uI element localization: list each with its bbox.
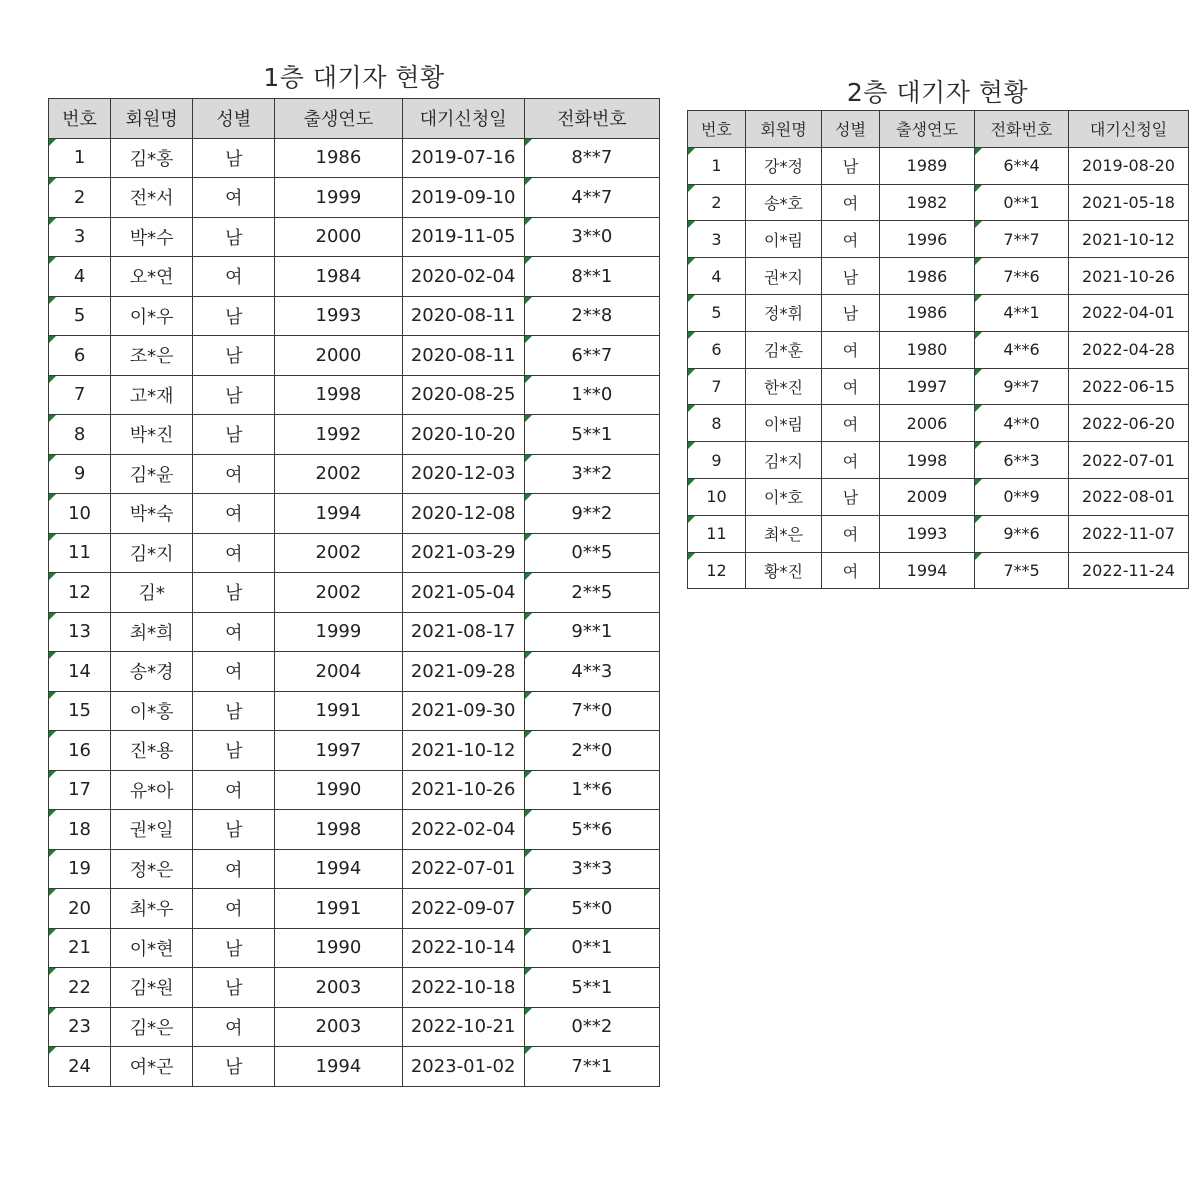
table-row bbox=[688, 478, 1189, 515]
table-row bbox=[49, 454, 660, 494]
table-cell[interactable]: 7**7 bbox=[975, 221, 1069, 258]
table-cell[interactable]: 6 bbox=[49, 336, 111, 376]
table-cell[interactable]: 5**0 bbox=[524, 889, 659, 929]
table-cell[interactable]: 2022-06-15 bbox=[1069, 368, 1189, 405]
table-cell[interactable]: 2004 bbox=[275, 652, 402, 692]
table-cell[interactable]: 2022-07-01 bbox=[1069, 442, 1189, 479]
table-cell[interactable]: 1 bbox=[49, 138, 111, 178]
table-cell[interactable]: 1980 bbox=[880, 331, 975, 368]
table-cell[interactable]: 김*지 bbox=[111, 533, 193, 573]
table-cell[interactable]: 남 bbox=[193, 336, 275, 376]
table-cell[interactable]: 남 bbox=[193, 415, 275, 455]
table-cell[interactable]: 이*현 bbox=[111, 928, 193, 968]
table-cell[interactable]: 2**0 bbox=[524, 731, 659, 771]
table-cell[interactable]: 여 bbox=[193, 652, 275, 692]
table-cell[interactable]: 17 bbox=[49, 770, 111, 810]
table-cell[interactable]: 6 bbox=[688, 331, 746, 368]
table-cell[interactable]: 최*은 bbox=[746, 515, 822, 552]
table-cell[interactable]: 여 bbox=[193, 178, 275, 218]
table-cell[interactable]: 김*원 bbox=[111, 968, 193, 1008]
table-cell[interactable]: 1984 bbox=[275, 257, 402, 297]
table-cell[interactable]: 2000 bbox=[275, 336, 402, 376]
column-header[interactable]: 회원명 bbox=[111, 99, 193, 139]
table-row bbox=[49, 296, 660, 336]
table-cell[interactable]: 11 bbox=[688, 515, 746, 552]
table-row bbox=[49, 1047, 660, 1087]
table-cell[interactable]: 2002 bbox=[275, 533, 402, 573]
table-cell[interactable]: 9**6 bbox=[975, 515, 1069, 552]
table-cell[interactable]: 4 bbox=[49, 257, 111, 297]
table-cell[interactable]: 최*희 bbox=[111, 612, 193, 652]
table-cell[interactable]: 2002 bbox=[275, 573, 402, 613]
table-cell[interactable]: 2021-05-18 bbox=[1069, 184, 1189, 221]
table-cell[interactable]: 2 bbox=[49, 178, 111, 218]
table-cell[interactable]: 김*지 bbox=[746, 442, 822, 479]
table-cell[interactable]: 11 bbox=[49, 533, 111, 573]
table-cell[interactable]: 김*은 bbox=[111, 1007, 193, 1047]
table-cell[interactable]: 4**1 bbox=[975, 294, 1069, 331]
table-cell[interactable]: 4 bbox=[688, 258, 746, 295]
table-cell[interactable]: 남 bbox=[193, 138, 275, 178]
table-cell[interactable]: 최*우 bbox=[111, 889, 193, 929]
table-cell[interactable]: 7 bbox=[688, 368, 746, 405]
table-cell[interactable]: 2019-08-20 bbox=[1069, 147, 1189, 184]
table-cell[interactable]: 전*서 bbox=[111, 178, 193, 218]
table-cell[interactable]: 여 bbox=[822, 221, 880, 258]
table-cell[interactable]: 2003 bbox=[275, 1007, 402, 1047]
table-cell[interactable]: 이*림 bbox=[746, 221, 822, 258]
table-row bbox=[688, 258, 1189, 295]
table-cell[interactable]: 2022-10-21 bbox=[402, 1007, 524, 1047]
table-cell[interactable]: 남 bbox=[193, 296, 275, 336]
table-cell[interactable]: 여 bbox=[822, 331, 880, 368]
table-cell[interactable]: 2020-10-20 bbox=[402, 415, 524, 455]
table-cell[interactable]: 12 bbox=[49, 573, 111, 613]
table-cell[interactable]: 1997 bbox=[275, 731, 402, 771]
table-cell[interactable]: 19 bbox=[49, 849, 111, 889]
table-cell[interactable]: 8 bbox=[49, 415, 111, 455]
table-cell[interactable]: 2 bbox=[688, 184, 746, 221]
table-cell[interactable]: 2021-08-17 bbox=[402, 612, 524, 652]
table-cell[interactable]: 1991 bbox=[275, 691, 402, 731]
table-cell[interactable]: 여 bbox=[193, 612, 275, 652]
table-cell[interactable]: 9**1 bbox=[524, 612, 659, 652]
table-cell[interactable]: 0**2 bbox=[524, 1007, 659, 1047]
table-cell[interactable]: 9 bbox=[688, 442, 746, 479]
table-cell[interactable]: 2020-12-03 bbox=[402, 454, 524, 494]
table-row bbox=[49, 533, 660, 573]
table-cell[interactable]: 1990 bbox=[275, 770, 402, 810]
table-cell[interactable]: 2022-02-04 bbox=[402, 810, 524, 850]
table-cell[interactable]: 7**0 bbox=[524, 691, 659, 731]
table-row bbox=[49, 138, 660, 178]
table-cell[interactable]: 2020-08-25 bbox=[402, 375, 524, 415]
table-cell[interactable]: 여 bbox=[822, 515, 880, 552]
table-cell[interactable]: 한*진 bbox=[746, 368, 822, 405]
column-header[interactable]: 번호 bbox=[49, 99, 111, 139]
table-cell[interactable]: 김*훈 bbox=[746, 331, 822, 368]
column-header[interactable]: 출생연도 bbox=[275, 99, 402, 139]
table-cell[interactable]: 2000 bbox=[275, 217, 402, 257]
table-cell[interactable]: 여 bbox=[193, 770, 275, 810]
table-cell[interactable]: 7**1 bbox=[524, 1047, 659, 1087]
table-cell[interactable]: 6**7 bbox=[524, 336, 659, 376]
table-cell[interactable]: 조*은 bbox=[111, 336, 193, 376]
table-cell[interactable]: 남 bbox=[822, 258, 880, 295]
table-cell[interactable]: 이*홍 bbox=[111, 691, 193, 731]
table-cell[interactable]: 2021-03-29 bbox=[402, 533, 524, 573]
table-cell[interactable]: 8**7 bbox=[524, 138, 659, 178]
table-row bbox=[49, 691, 660, 731]
table-cell[interactable]: 1**6 bbox=[524, 770, 659, 810]
table-cell[interactable]: 9**7 bbox=[975, 368, 1069, 405]
table-cell[interactable]: 김*홍 bbox=[111, 138, 193, 178]
table-cell[interactable]: 남 bbox=[193, 731, 275, 771]
table-cell[interactable]: 2021-09-28 bbox=[402, 652, 524, 692]
table-cell[interactable]: 박*수 bbox=[111, 217, 193, 257]
table-row bbox=[49, 217, 660, 257]
table-cell[interactable]: 박*진 bbox=[111, 415, 193, 455]
table-row bbox=[688, 184, 1189, 221]
table-cell[interactable]: 2022-11-24 bbox=[1069, 552, 1189, 589]
table-cell[interactable]: 8 bbox=[688, 405, 746, 442]
table-cell[interactable]: 2021-10-12 bbox=[402, 731, 524, 771]
table-cell[interactable]: 2023-01-02 bbox=[402, 1047, 524, 1087]
table-cell[interactable]: 여 bbox=[822, 184, 880, 221]
table-cell[interactable]: 2020-02-04 bbox=[402, 257, 524, 297]
table-cell[interactable]: 1986 bbox=[880, 258, 975, 295]
floor2-waitlist-table bbox=[687, 110, 1189, 589]
table-cell[interactable]: 여 bbox=[193, 849, 275, 889]
table-cell[interactable]: 3**3 bbox=[524, 849, 659, 889]
table-cell[interactable]: 9**2 bbox=[524, 494, 659, 534]
table-row bbox=[49, 968, 660, 1008]
table-cell[interactable]: 5 bbox=[49, 296, 111, 336]
table-cell[interactable]: 3 bbox=[49, 217, 111, 257]
column-header[interactable]: 전화번호 bbox=[524, 99, 659, 139]
table-row bbox=[49, 415, 660, 455]
table-cell[interactable]: 2021-05-04 bbox=[402, 573, 524, 613]
table-cell[interactable]: 2022-06-20 bbox=[1069, 405, 1189, 442]
table-cell[interactable]: 1986 bbox=[275, 138, 402, 178]
table-cell[interactable]: 14 bbox=[49, 652, 111, 692]
table-cell[interactable]: 송*경 bbox=[111, 652, 193, 692]
table-cell[interactable]: 2**8 bbox=[524, 296, 659, 336]
table-cell[interactable]: 10 bbox=[49, 494, 111, 534]
table-cell[interactable]: 3**0 bbox=[524, 217, 659, 257]
table-cell[interactable]: 여 bbox=[193, 454, 275, 494]
table-cell[interactable]: 유*아 bbox=[111, 770, 193, 810]
table-row bbox=[49, 1007, 660, 1047]
table-row bbox=[49, 178, 660, 218]
table-cell[interactable]: 1982 bbox=[880, 184, 975, 221]
table-row bbox=[49, 375, 660, 415]
table-row bbox=[688, 331, 1189, 368]
table-cell[interactable]: 7 bbox=[49, 375, 111, 415]
table-cell[interactable]: 여 bbox=[193, 533, 275, 573]
table-cell[interactable]: 송*호 bbox=[746, 184, 822, 221]
column-header[interactable]: 출생연도 bbox=[880, 111, 975, 148]
table-cell[interactable]: 2021-09-30 bbox=[402, 691, 524, 731]
table-cell[interactable]: 1990 bbox=[275, 928, 402, 968]
table-cell[interactable]: 4**3 bbox=[524, 652, 659, 692]
table-cell[interactable]: 여 bbox=[193, 257, 275, 297]
table-cell[interactable]: 3**2 bbox=[524, 454, 659, 494]
table-cell[interactable]: 4**6 bbox=[975, 331, 1069, 368]
table-cell[interactable]: 1999 bbox=[275, 178, 402, 218]
table-cell[interactable]: 여 bbox=[822, 405, 880, 442]
table-cell[interactable]: 1 bbox=[688, 147, 746, 184]
table-cell[interactable]: 1994 bbox=[275, 494, 402, 534]
table-cell[interactable]: 4**0 bbox=[975, 405, 1069, 442]
table-row bbox=[49, 652, 660, 692]
column-header[interactable]: 대기신청일 bbox=[402, 99, 524, 139]
table-row bbox=[49, 928, 660, 968]
table-cell[interactable]: 1986 bbox=[880, 294, 975, 331]
table-row bbox=[688, 368, 1189, 405]
table-cell[interactable]: 2022-10-18 bbox=[402, 968, 524, 1008]
table-cell[interactable]: 남 bbox=[822, 294, 880, 331]
table-row bbox=[688, 294, 1189, 331]
table-cell[interactable]: 고*재 bbox=[111, 375, 193, 415]
table-cell[interactable]: 정*은 bbox=[111, 849, 193, 889]
table-cell[interactable]: 21 bbox=[49, 928, 111, 968]
table-cell[interactable]: 1998 bbox=[275, 375, 402, 415]
table-cell[interactable]: 남 bbox=[193, 573, 275, 613]
table-cell[interactable]: 1994 bbox=[880, 552, 975, 589]
column-header[interactable]: 번호 bbox=[688, 111, 746, 148]
table-cell[interactable]: 1998 bbox=[880, 442, 975, 479]
table-cell[interactable]: 2021-10-26 bbox=[402, 770, 524, 810]
table-cell[interactable]: 2019-11-05 bbox=[402, 217, 524, 257]
table-cell[interactable]: 강*정 bbox=[746, 147, 822, 184]
table-cell[interactable]: 2022-11-07 bbox=[1069, 515, 1189, 552]
table-cell[interactable]: 5**6 bbox=[524, 810, 659, 850]
table-cell[interactable]: 1993 bbox=[275, 296, 402, 336]
table-cell[interactable]: 2020-12-08 bbox=[402, 494, 524, 534]
table-row bbox=[688, 442, 1189, 479]
table-cell[interactable]: 남 bbox=[193, 968, 275, 1008]
table-cell[interactable]: 2022-09-07 bbox=[402, 889, 524, 929]
table-cell[interactable]: 권*지 bbox=[746, 258, 822, 295]
table-cell[interactable]: 여 bbox=[822, 552, 880, 589]
table-cell[interactable]: 12 bbox=[688, 552, 746, 589]
table-row bbox=[49, 257, 660, 297]
table-cell[interactable]: 2003 bbox=[275, 968, 402, 1008]
table-header-row bbox=[688, 111, 1189, 148]
table-cell[interactable]: 0**1 bbox=[524, 928, 659, 968]
table-cell[interactable]: 2019-09-10 bbox=[402, 178, 524, 218]
column-header[interactable]: 전화번호 bbox=[975, 111, 1069, 148]
table-cell[interactable]: 김* bbox=[111, 573, 193, 613]
table-cell[interactable]: 1991 bbox=[275, 889, 402, 929]
column-header[interactable]: 성별 bbox=[822, 111, 880, 148]
table-cell[interactable]: 1996 bbox=[880, 221, 975, 258]
table-cell[interactable]: 2021-10-12 bbox=[1069, 221, 1189, 258]
table-row bbox=[49, 849, 660, 889]
table-row bbox=[49, 573, 660, 613]
table-cell[interactable]: 남 bbox=[822, 478, 880, 515]
table-header-row bbox=[49, 99, 660, 139]
table-row bbox=[688, 147, 1189, 184]
table-cell[interactable]: 남 bbox=[193, 217, 275, 257]
table-cell[interactable]: 여 bbox=[822, 368, 880, 405]
table-row bbox=[688, 221, 1189, 258]
table-cell[interactable]: 1994 bbox=[275, 1047, 402, 1087]
table-row bbox=[49, 612, 660, 652]
table-cell[interactable]: 6**4 bbox=[975, 147, 1069, 184]
table-cell[interactable]: 18 bbox=[49, 810, 111, 850]
table-cell[interactable]: 박*숙 bbox=[111, 494, 193, 534]
table-cell[interactable]: 오*연 bbox=[111, 257, 193, 297]
table-cell[interactable]: 2022-04-28 bbox=[1069, 331, 1189, 368]
table-row bbox=[49, 770, 660, 810]
table-cell[interactable]: 남 bbox=[193, 691, 275, 731]
table-cell[interactable]: 1**0 bbox=[524, 375, 659, 415]
table-row bbox=[688, 515, 1189, 552]
table-cell[interactable]: 7**5 bbox=[975, 552, 1069, 589]
table-cell[interactable]: 2022-10-14 bbox=[402, 928, 524, 968]
table-cell[interactable]: 1999 bbox=[275, 612, 402, 652]
table-cell[interactable]: 2019-07-16 bbox=[402, 138, 524, 178]
table-cell[interactable]: 남 bbox=[822, 147, 880, 184]
table-cell[interactable]: 2022-04-01 bbox=[1069, 294, 1189, 331]
table-cell[interactable]: 1998 bbox=[275, 810, 402, 850]
table-cell[interactable]: 2020-08-11 bbox=[402, 336, 524, 376]
table-cell[interactable]: 2002 bbox=[275, 454, 402, 494]
table-cell[interactable]: 남 bbox=[193, 810, 275, 850]
table-cell[interactable]: 정*휘 bbox=[746, 294, 822, 331]
table-row bbox=[49, 889, 660, 929]
table-cell[interactable]: 이*림 bbox=[746, 405, 822, 442]
table-cell[interactable]: 2009 bbox=[880, 478, 975, 515]
table-cell[interactable]: 김*윤 bbox=[111, 454, 193, 494]
table-cell[interactable]: 남 bbox=[193, 375, 275, 415]
table-cell[interactable]: 2**5 bbox=[524, 573, 659, 613]
table-cell[interactable]: 20 bbox=[49, 889, 111, 929]
table-cell[interactable]: 2020-08-11 bbox=[402, 296, 524, 336]
table-cell[interactable]: 이*우 bbox=[111, 296, 193, 336]
floor1-waitlist-table bbox=[48, 98, 660, 1087]
table-cell[interactable]: 1994 bbox=[275, 849, 402, 889]
column-header[interactable]: 성별 bbox=[193, 99, 275, 139]
table-row bbox=[49, 810, 660, 850]
table-row bbox=[688, 552, 1189, 589]
table-cell[interactable]: 5 bbox=[688, 294, 746, 331]
table-cell[interactable]: 이*호 bbox=[746, 478, 822, 515]
table-cell[interactable]: 황*진 bbox=[746, 552, 822, 589]
floor1-title: 1층 대기자 현황 bbox=[263, 63, 445, 92]
table-cell[interactable]: 0**5 bbox=[524, 533, 659, 573]
table-cell[interactable]: 6**3 bbox=[975, 442, 1069, 479]
table-cell[interactable]: 여 bbox=[193, 889, 275, 929]
table-cell[interactable]: 남 bbox=[193, 928, 275, 968]
table-cell[interactable]: 8**1 bbox=[524, 257, 659, 297]
table-cell[interactable]: 4**7 bbox=[524, 178, 659, 218]
table-cell[interactable]: 1993 bbox=[880, 515, 975, 552]
table-cell[interactable]: 2022-08-01 bbox=[1069, 478, 1189, 515]
table-cell[interactable]: 7**6 bbox=[975, 258, 1069, 295]
table-cell[interactable]: 23 bbox=[49, 1007, 111, 1047]
table-cell[interactable]: 16 bbox=[49, 731, 111, 771]
table-cell[interactable]: 3 bbox=[688, 221, 746, 258]
table-cell[interactable]: 24 bbox=[49, 1047, 111, 1087]
table-cell[interactable]: 22 bbox=[49, 968, 111, 1008]
table-cell[interactable]: 2021-10-26 bbox=[1069, 258, 1189, 295]
table-row bbox=[688, 405, 1189, 442]
table-cell[interactable]: 1997 bbox=[880, 368, 975, 405]
table-cell[interactable]: 5**1 bbox=[524, 968, 659, 1008]
table-cell[interactable]: 15 bbox=[49, 691, 111, 731]
table-cell[interactable]: 2022-07-01 bbox=[402, 849, 524, 889]
table-cell[interactable]: 13 bbox=[49, 612, 111, 652]
table-cell[interactable]: 여 bbox=[193, 494, 275, 534]
table-cell[interactable]: 여 bbox=[193, 1007, 275, 1047]
table-cell[interactable]: 2006 bbox=[880, 405, 975, 442]
table-row bbox=[49, 731, 660, 771]
table-cell[interactable]: 1992 bbox=[275, 415, 402, 455]
table-cell[interactable]: 여 bbox=[822, 442, 880, 479]
table-cell[interactable]: 진*용 bbox=[111, 731, 193, 771]
floor2-title: 2층 대기자 현황 bbox=[846, 78, 1029, 107]
column-header[interactable]: 회원명 bbox=[746, 111, 822, 148]
table-cell[interactable]: 0**1 bbox=[975, 184, 1069, 221]
table-cell[interactable]: 0**9 bbox=[975, 478, 1069, 515]
table-cell[interactable]: 1989 bbox=[880, 147, 975, 184]
table-cell[interactable]: 5**1 bbox=[524, 415, 659, 455]
table-cell[interactable]: 권*일 bbox=[111, 810, 193, 850]
table-cell[interactable]: 9 bbox=[49, 454, 111, 494]
table-cell[interactable]: 여*곤 bbox=[111, 1047, 193, 1087]
column-header[interactable]: 대기신청일 bbox=[1069, 111, 1189, 148]
table-cell[interactable]: 남 bbox=[193, 1047, 275, 1087]
table-row bbox=[49, 494, 660, 534]
table-cell[interactable]: 10 bbox=[688, 478, 746, 515]
table-row bbox=[49, 336, 660, 376]
